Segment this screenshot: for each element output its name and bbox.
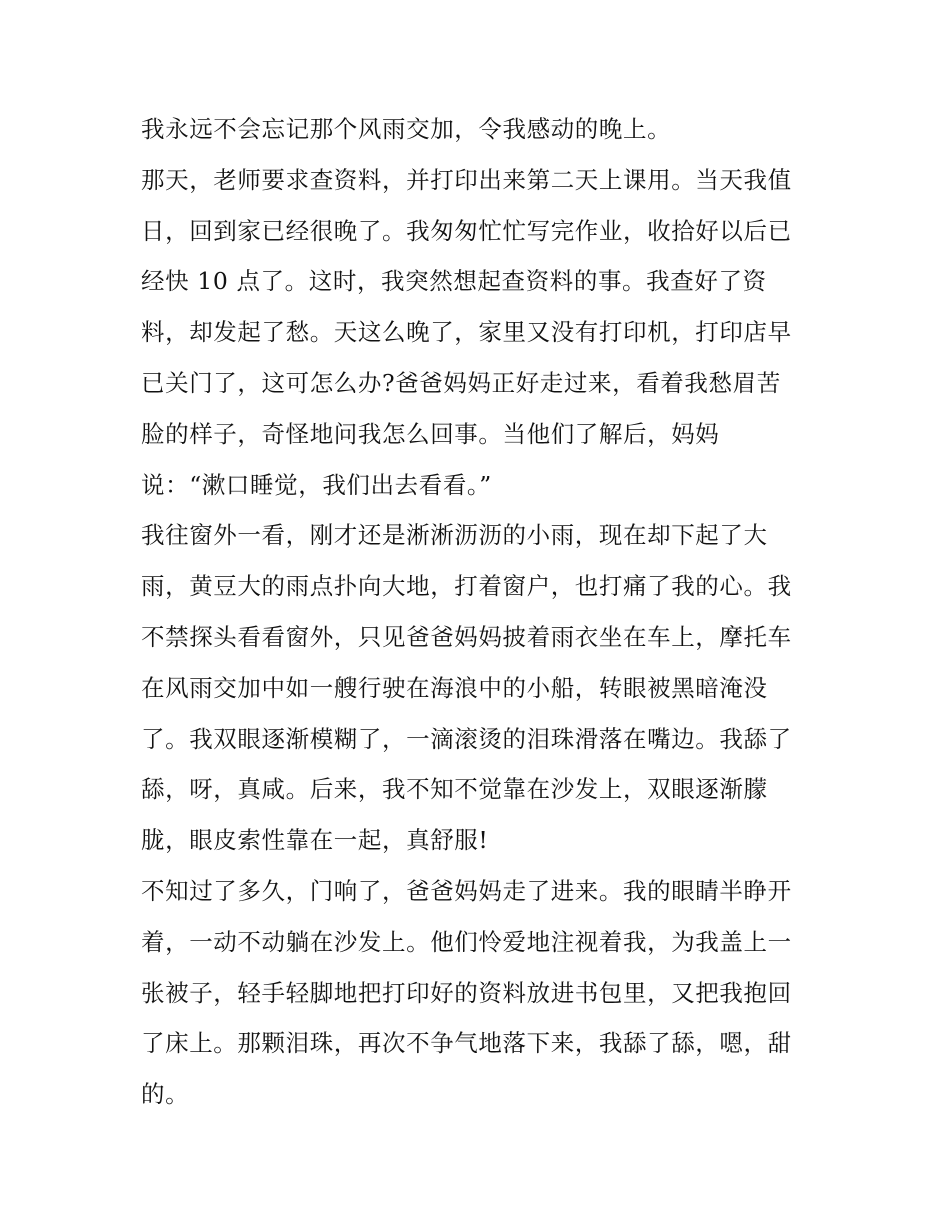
text-line: 料，却发起了愁。天这么晚了，家里又没有打印机，打印店早 — [141, 318, 792, 347]
text-line: 着，一动不动躺在沙发上。他们怜爱地注视着我，为我盖上一 — [141, 927, 792, 956]
text-line: 胧，眼皮索性靠在一起，真舒服! — [141, 826, 489, 855]
text-line: 舔，呀，真咸。后来，我不知不觉靠在沙发上，双眼逐渐朦 — [141, 775, 768, 804]
text-line: 了。我双眼逐渐模糊了，一滴滚烫的泪珠滑落在嘴边。我舔了 — [141, 724, 792, 753]
text-line: 在风雨交加中如一艘行驶在海浪中的小船，转眼被黑暗淹没 — [141, 673, 768, 702]
text-line: 张被子，轻手轻脚地把打印好的资料放进书包里，又把我抱回 — [141, 978, 792, 1007]
text-line: 经快 10 点了。这时，我突然想起查资料的事。我查好了资 — [141, 267, 767, 296]
text-line: 的。 — [141, 1080, 190, 1109]
text-line: 那天，老师要求查资料，并打印出来第二天上课用。当天我值 — [141, 165, 792, 194]
text-line: 了床上。那颗泪珠，再次不争气地落下来，我舔了舔，嗯，甜 — [141, 1029, 792, 1058]
text-line: 不知过了多久，门响了，爸爸妈妈走了进来。我的眼睛半睁开 — [141, 876, 792, 905]
text-line: 日，回到家已经很晚了。我匆匆忙忙写完作业，收拾好以后已 — [141, 216, 792, 245]
text-line: 我往窗外一看，刚才还是淅淅沥沥的小雨，现在却下起了大 — [141, 521, 768, 550]
text-line: 不禁探头看看窗外，只见爸爸妈妈披着雨衣坐在车上，摩托车 — [141, 622, 792, 651]
text-line: 已关门了，这可怎么办?爸爸妈妈正好走过来，看着我愁眉苦 — [141, 368, 781, 397]
text-line: 雨，黄豆大的雨点扑向大地，打着窗户，也打痛了我的心。我 — [141, 572, 792, 601]
text-line: 脸的样子，奇怪地问我怎么回事。当他们了解后，妈妈 — [141, 419, 720, 448]
text-line: 我永远不会忘记那个风雨交加，令我感动的晚上。 — [141, 115, 672, 143]
essay-text — [141, 104, 821, 1120]
text-line: 说：“漱口睡觉，我们出去看看。” — [141, 470, 492, 499]
